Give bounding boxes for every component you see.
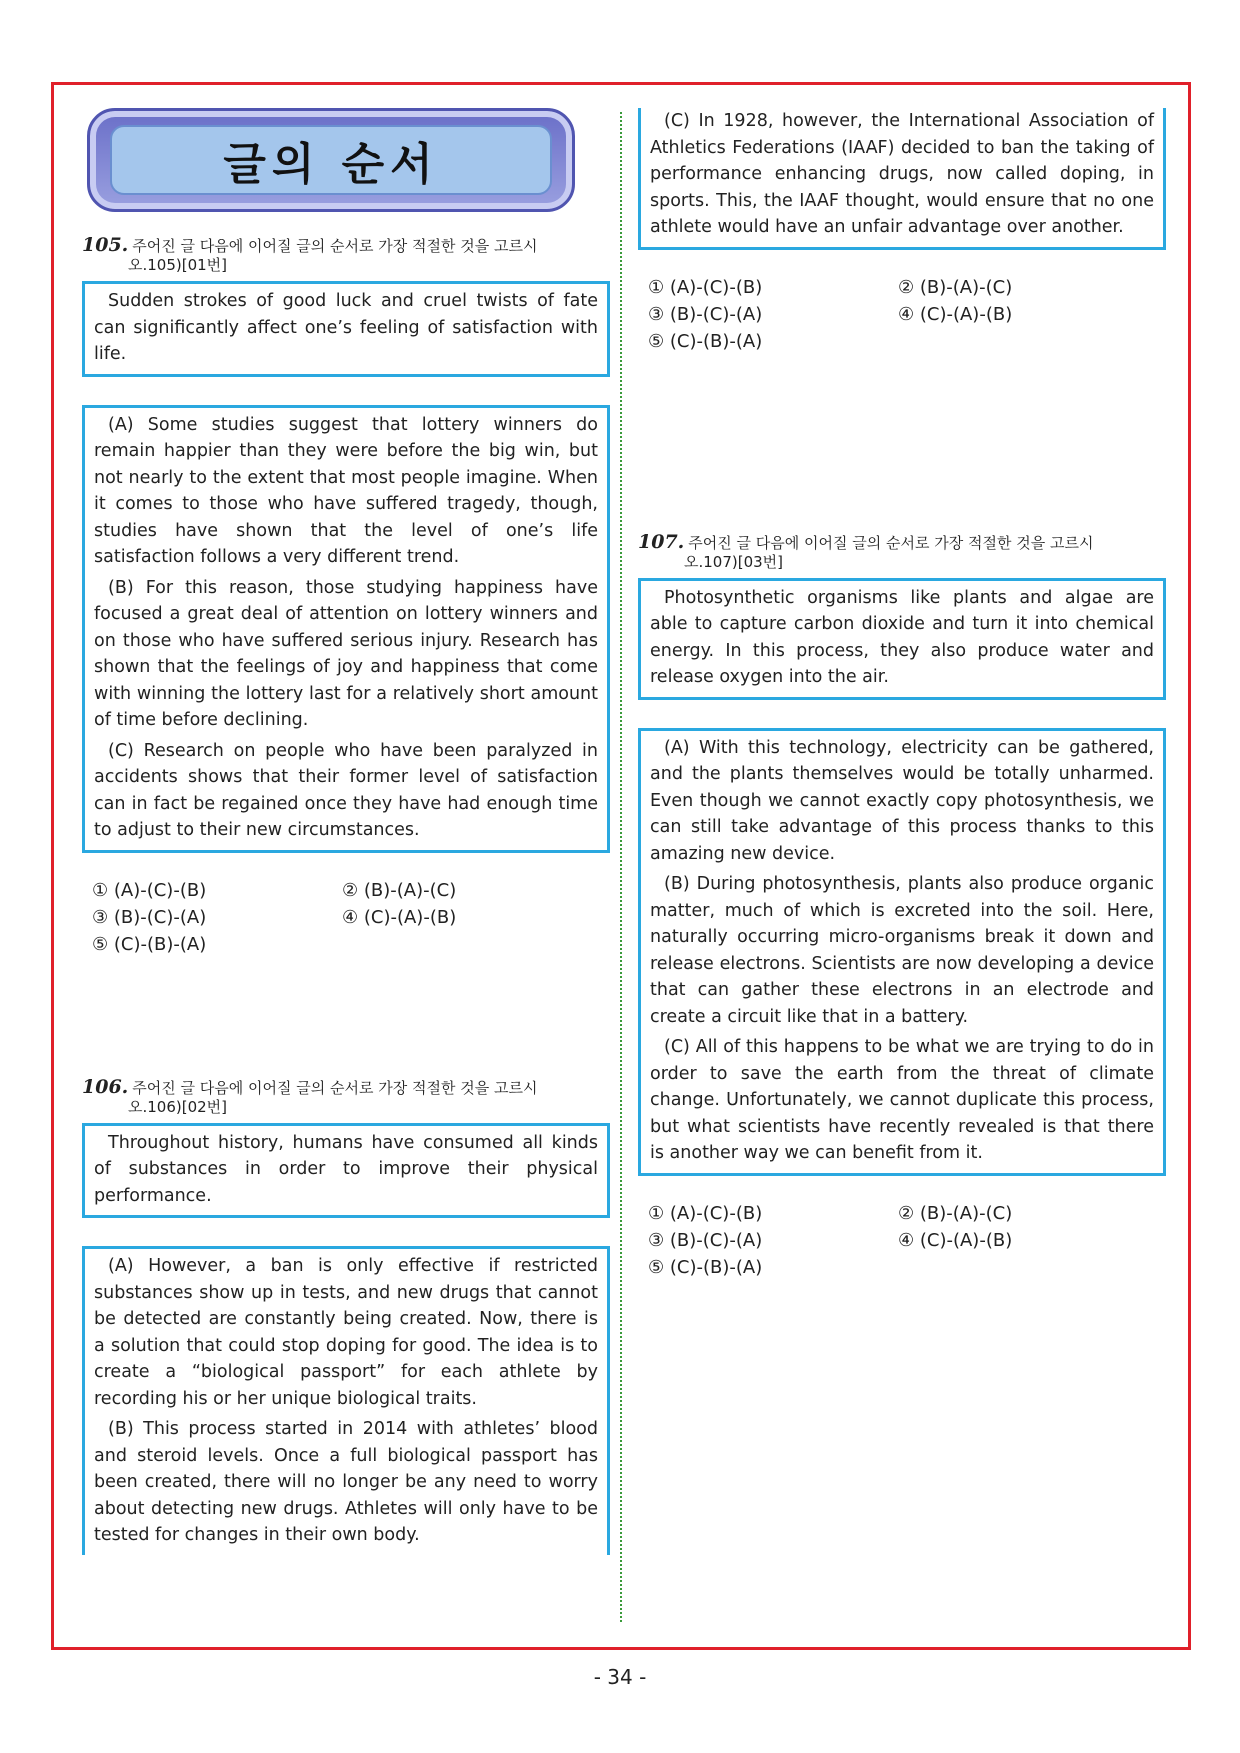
question-106-header (82, 1075, 610, 1117)
choice-1[interactable]: ① (A)-(C)-(B) (92, 879, 207, 901)
choice-5[interactable]: ⑤ (C)-(B)-(A) (648, 330, 763, 352)
question-number: 105. (82, 234, 129, 256)
paragraph-c: (C) Research on people who have been paralyzed in accidents shows that their former level of satisfaction can in fact be regained once they have had enough time to adjust to their new circumstances. (94, 740, 598, 840)
question-prompt: 주어진 글 다음에 이어질 글의 순서로 가장 적절한 것을 고르시 (688, 533, 1094, 552)
question-107-header (638, 530, 1166, 572)
choice-3[interactable]: ③ (B)-(C)-(A) (648, 303, 763, 325)
answer-choices (638, 1200, 1166, 1281)
left-column (82, 108, 610, 1555)
question-number: 106. (82, 1075, 129, 1098)
choice-1[interactable]: ① (A)-(C)-(B) (648, 1202, 763, 1224)
page-number: - 34 - (593, 1665, 647, 1689)
choice-4[interactable]: ④ (C)-(A)-(B) (898, 1229, 1013, 1251)
question-source: 오.107)[03번] (684, 552, 784, 571)
question-source: 오.105)[01번] (128, 256, 228, 274)
given-passage: Sudden strokes of good luck and cruel twists of fate can significantly affect one’s feeling of satisfaction with life. (82, 281, 610, 377)
choice-3[interactable]: ③ (B)-(C)-(A) (92, 906, 207, 928)
choice-1[interactable]: ① (A)-(C)-(B) (648, 276, 763, 298)
question-prompt: 주어진 글 다음에 이어질 글의 순서로 가장 적절한 것을 고르시 (132, 237, 538, 255)
paragraph-box-continued (638, 108, 1166, 250)
paragraph-a: (A) With this technology, electricity can be gathered, and the plants themselves would be totally unharmed. Even though we cannot exactly copy photosynthesis, we can still take advantage of this process thanks to this amazing new device. (650, 737, 1154, 864)
paragraph-box (82, 405, 610, 853)
question-source: 오.106)[02번] (128, 1097, 228, 1116)
choice-2[interactable]: ② (B)-(A)-(C) (898, 1202, 1013, 1224)
paragraph-b: (B) This process started in 2014 with athletes’ blood and steroid levels. Once a full biological passport has been created, there will no longer be any need to worry about detecting new drugs. Athletes will only have to be tested for changes in their own body. (94, 1419, 598, 1545)
right-column (638, 108, 1166, 1281)
paragraph-a: (A) Some studies suggest that lottery winners do remain happier than they were before the big win, but not nearly to the extent that most people imagine. When it comes to those who have suffered tragedy, though, studies have shown that the level of one’s life satisfaction follows a very different trend. (94, 414, 598, 567)
paragraph-box (82, 1246, 610, 1555)
choice-4[interactable]: ④ (C)-(A)-(B) (898, 303, 1013, 325)
paragraph-box (638, 728, 1166, 1176)
choice-4[interactable]: ④ (C)-(A)-(B) (342, 906, 457, 928)
answer-choices (82, 877, 610, 958)
paragraph-b: (B) During photosynthesis, plants also produce organic matter, much of which is excreted into the soil. Here, naturally occurring micro-organisms break it down and release electrons. Scientists are now developing a device that can gather these electrons in an electrode and create a circuit like that in a battery. (650, 874, 1154, 1027)
paragraph-a: (A) However, a ban is only effective if restricted substances show up in tests, and new drugs that cannot be detected are constantly being created. Now, there is a solution that could stop doping for good. The idea is to create a “biological passport” for each athlete by recording his or her unique biological traits. (94, 1256, 598, 1409)
choice-2[interactable]: ② (B)-(A)-(C) (898, 276, 1013, 298)
question-prompt: 주어진 글 다음에 이어질 글의 순서로 가장 적절한 것을 고르시 (132, 1078, 538, 1097)
given-passage: Photosynthetic organisms like plants and algae are able to capture carbon dioxide and turn it into chemical energy. In this process, they also produce water and release oxygen into the air. (638, 578, 1166, 700)
paragraph-b: (B) For this reason, those studying happiness have focused a great deal of attention on lottery winners and on those who have suffered serious injury. Research has shown that the feelings of joy and happiness that come with winning the lottery last for a relatively short amount of time before declining. (94, 577, 598, 730)
given-passage: Throughout history, humans have consumed all kinds of substances in order to improve their physical performance. (82, 1123, 610, 1219)
title-plate (87, 108, 575, 212)
paragraph-c: (C) All of this happens to be what we are trying to do in order to save the earth from the threat of climate change. Unfortunately, we cannot duplicate this process, but what scientists have recently revealed is that there is another way we can benefit from it. (650, 1037, 1154, 1163)
question-number: 107. (638, 530, 685, 553)
choice-2[interactable]: ② (B)-(A)-(C) (342, 879, 457, 901)
choice-5[interactable]: ⑤ (C)-(B)-(A) (648, 1256, 763, 1278)
choice-5[interactable]: ⑤ (C)-(B)-(A) (92, 933, 207, 955)
answer-choices (638, 274, 1166, 355)
page-title: 글의 순서 (223, 139, 439, 190)
column-divider (620, 112, 622, 1622)
choice-3[interactable]: ③ (B)-(C)-(A) (648, 1229, 763, 1251)
paragraph-c: (C) In 1928, however, the International Association of Athletics Federations (IAAF) decided to ban the taking of performance enhancing drugs, now called doping, in sports. This, the IAAF thought, would ensure that no one athlete would have an unfair advantage over another. (650, 111, 1154, 237)
question-105-header (82, 236, 610, 275)
